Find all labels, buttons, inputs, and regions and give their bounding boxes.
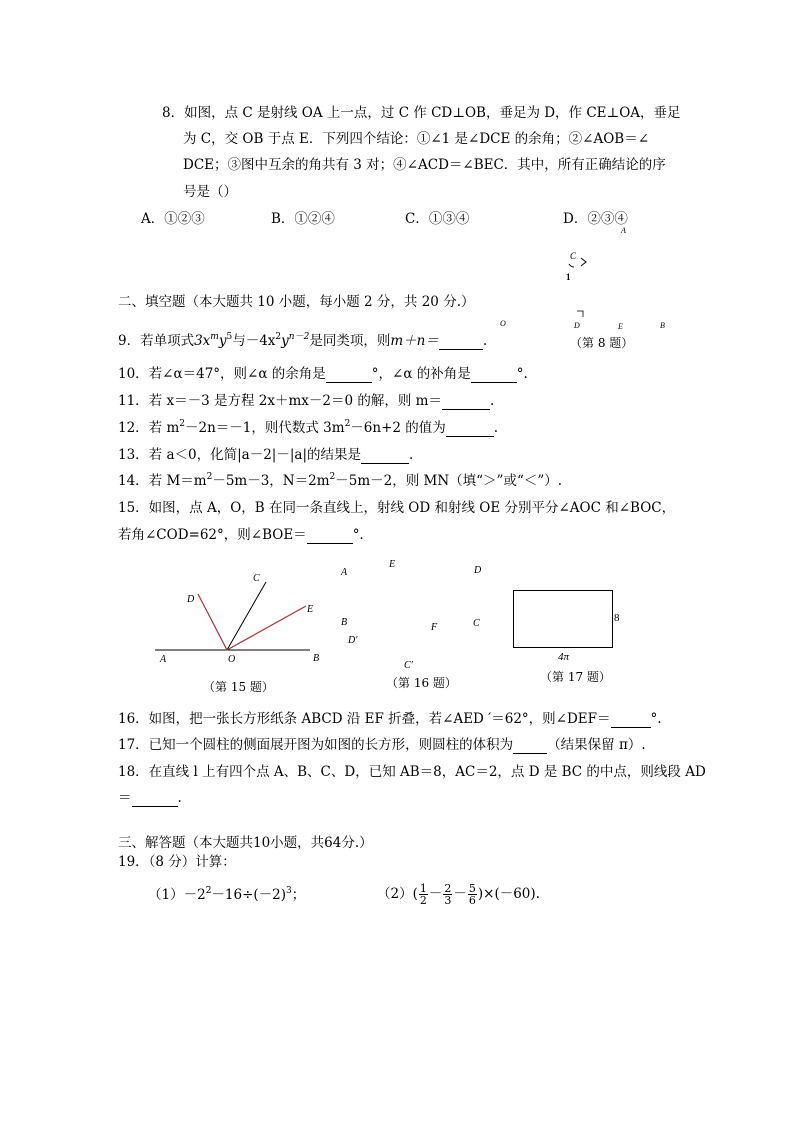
- fig8-label-e: E: [618, 322, 623, 331]
- q9-mid: 与－4x: [232, 333, 276, 349]
- fig15-label-d: D: [187, 594, 195, 605]
- q17-answer-blank[interactable]: [513, 739, 547, 754]
- q8-line4: 号是（）: [183, 184, 237, 200]
- fig15-label-e: E: [307, 604, 314, 615]
- fig16-label-f: F: [431, 622, 438, 633]
- fig8-caption: （第 8 题）: [570, 336, 634, 350]
- q9-prefix: 9．若单项式: [118, 333, 195, 349]
- q10-text-a: 10．若∠α＝47°，则∠α 的余角是: [118, 366, 326, 382]
- q8-option-d[interactable]: D．②③④: [563, 211, 628, 227]
- q17-text-b: （结果保留 π）.: [547, 737, 646, 753]
- fig15-label-c: C: [253, 573, 260, 584]
- q19-p1-exp1: 2: [205, 886, 212, 896]
- q18-text-a: ＝: [118, 790, 132, 806]
- q8-option-c[interactable]: C．①③④: [405, 211, 470, 227]
- q10-blank-supplement[interactable]: [471, 368, 517, 383]
- fig17-width-label: 4π: [558, 651, 570, 663]
- q13: [118, 446, 413, 464]
- q12: [118, 419, 498, 437]
- fig16-label-e: E: [389, 559, 396, 570]
- q12-exp2: 2: [344, 419, 351, 429]
- fig8-label-a: A: [621, 226, 626, 235]
- q19-p1-c: ；: [291, 887, 306, 903]
- fig8-label-b: B: [660, 321, 665, 330]
- q11-answer-blank[interactable]: [442, 395, 490, 410]
- fig16-label-d: D: [474, 565, 482, 576]
- q19-fraction-2: [443, 883, 452, 906]
- q13-answer-blank[interactable]: [361, 449, 409, 464]
- fig8-label-1: 1: [566, 272, 571, 282]
- q19-p1-exp2: 3: [286, 886, 292, 896]
- q15-text-a: 若角∠COD=62°，则∠BOE＝: [118, 527, 307, 543]
- q19-op2: －: [453, 886, 467, 902]
- q9-expr: m＋n＝: [390, 333, 439, 349]
- q9-answer-blank[interactable]: [439, 335, 483, 350]
- q14-text-b: －5m－3，N＝2m: [212, 473, 330, 489]
- fig16-caption: （第 16 题）: [386, 676, 457, 690]
- q12-text-b: －2n＝－1，则代数式 3m: [185, 420, 345, 436]
- q14-text-a: 14．若 M＝m: [118, 473, 207, 489]
- q13-text-b: .: [409, 447, 414, 463]
- q17: [118, 736, 646, 754]
- fig8-label-d: D: [574, 321, 580, 330]
- q19-f1-denominator: 2: [419, 894, 427, 907]
- q9-exp2: 5: [226, 332, 233, 342]
- section2-title: 二、填空题（本大题共 10 小题，每小题 2 分，共 20 分.）: [118, 294, 475, 310]
- q16-answer-blank[interactable]: [611, 713, 651, 728]
- q12-text-d: .: [493, 420, 499, 436]
- q14: [118, 472, 562, 490]
- q8-option-a[interactable]: A．①②③: [141, 211, 205, 227]
- fig8-label-o: O: [500, 319, 506, 328]
- fig15-lines: [150, 570, 350, 670]
- fig16-label-d-prime: D′: [348, 635, 358, 646]
- q9-term3: y: [281, 333, 289, 349]
- fig16-label-b: B: [341, 617, 348, 628]
- q19-p1-a: （1）－2: [148, 887, 206, 903]
- fig8-label-c: C: [570, 251, 577, 261]
- q10-text-b: °，∠α 的补角是: [371, 366, 471, 382]
- q19-p1-b: －16÷(－2): [211, 887, 287, 903]
- q9: [118, 332, 487, 350]
- q9-end: .: [482, 333, 488, 349]
- fig8-right-angle-mark: [576, 310, 586, 320]
- q15-line1: 15．如图，点 A，O，B 在同一条直线上，射线 OD 和射线 OE 分别平分∠AOC 和∠BOC，: [118, 500, 676, 516]
- q19-f2-denominator: 3: [444, 894, 452, 907]
- q19-heading: 19．（8 分）计算：: [118, 854, 236, 870]
- q9-exp1: m: [210, 332, 219, 342]
- q8-line1: 8．如图，点 C 是射线 OA 上一点，过 C 作 CD⊥OB，垂足为 D，作 CE⊥OA，垂足: [162, 105, 681, 121]
- q11-text-b: .: [489, 393, 495, 409]
- q18-line1: 18．在直线 l 上有四个点 A、B、C、D，已知 AB＝8，AC＝2，点 D 是 BC 的中点，则线段 AD: [118, 764, 706, 780]
- q12-exp1: 2: [179, 419, 186, 429]
- q15-answer-blank[interactable]: [307, 529, 353, 544]
- q19-f2-numerator: 2: [444, 882, 452, 895]
- q8-line2: 为 C，交 OB 于点 E．下列四个结论：①∠1 是∠DCE 的余角；②∠AOB＝∠: [183, 131, 649, 147]
- q19-f3-numerator: 5: [468, 882, 476, 895]
- q19-part1: [148, 886, 305, 904]
- fig15-caption: （第 15 题）: [203, 680, 274, 694]
- fig15-label-a: A: [160, 654, 167, 665]
- q16-text-a: 16．如图，把一张长方形纸条 ABCD 沿 EF 折叠，若∠AED ′＝62°，则∠DEF＝: [118, 711, 611, 727]
- q12-answer-blank[interactable]: [446, 422, 494, 437]
- q15-line2: [118, 526, 373, 544]
- fig17-caption: （第 17 题）: [540, 670, 611, 684]
- q16-text-b: °.: [650, 711, 662, 727]
- q9-term1: 3x: [194, 333, 211, 349]
- q8-option-b[interactable]: B．①②④: [271, 211, 335, 227]
- q11-text-a: 11．若 x＝－3 是方程 2x＋mx－2＝0 的解，则 m＝: [118, 393, 442, 409]
- q18-line2: [118, 789, 182, 807]
- q13-text-a: 13．若 a＜0，化简|a－2|－|a|的结果是: [118, 447, 361, 463]
- q8-line3: DCE；③图中互余的角共有 3 对；④∠ACD＝∠BEC．其中，所有正确结论的序: [183, 157, 666, 173]
- q12-text-a: 12．若 m: [118, 420, 180, 436]
- fig17-rectangle: [513, 590, 613, 648]
- q15-text-b: °．: [352, 527, 373, 543]
- q10-blank-complement[interactable]: [326, 368, 372, 383]
- q9-exp4: n－2: [288, 332, 310, 342]
- q19-part2: [377, 879, 540, 909]
- q11: [118, 392, 494, 410]
- section3-title: 三、解答题（本大题共10小题，共64分.）: [118, 835, 373, 851]
- q19-fraction-3: [468, 883, 477, 906]
- q19-f1-numerator: 1: [419, 882, 427, 895]
- q12-text-c: －6n+2 的值为: [350, 420, 446, 436]
- q19-p2-a: （2）(: [377, 886, 418, 902]
- fig16-label-a: A: [341, 567, 348, 578]
- fig16-label-c-prime: C′: [404, 660, 413, 671]
- fig15-label-b: B: [313, 653, 320, 664]
- q17-text-a: 17．已知一个圆柱的侧面展开图为如图的长方形，则圆柱的体积为: [118, 737, 514, 753]
- q19-op1: －: [428, 886, 443, 902]
- q10: [118, 365, 528, 383]
- q14-exp1: 2: [206, 472, 213, 482]
- q9-exp3: 2: [275, 332, 282, 342]
- q18-text-b: .: [177, 790, 182, 806]
- q19-f3-denominator: 6: [468, 894, 476, 907]
- fig17-height-label: 8: [614, 612, 620, 624]
- q18-answer-blank[interactable]: [132, 792, 178, 807]
- fig15-label-o: O: [228, 654, 236, 665]
- q19-fraction-1: [419, 883, 428, 906]
- q9-term2: y: [218, 333, 227, 349]
- q14-text-c: －5m－2，则 MN（填“＞”或“＜”）.: [335, 473, 563, 489]
- q14-exp2: 2: [329, 472, 336, 482]
- q9-suffix: 是同类项，则: [309, 333, 391, 349]
- q19-p2-b: )×(－60).: [477, 886, 540, 902]
- q10-text-c: °.: [516, 366, 528, 382]
- q16: [118, 710, 662, 728]
- fig16-label-c: C: [473, 618, 480, 629]
